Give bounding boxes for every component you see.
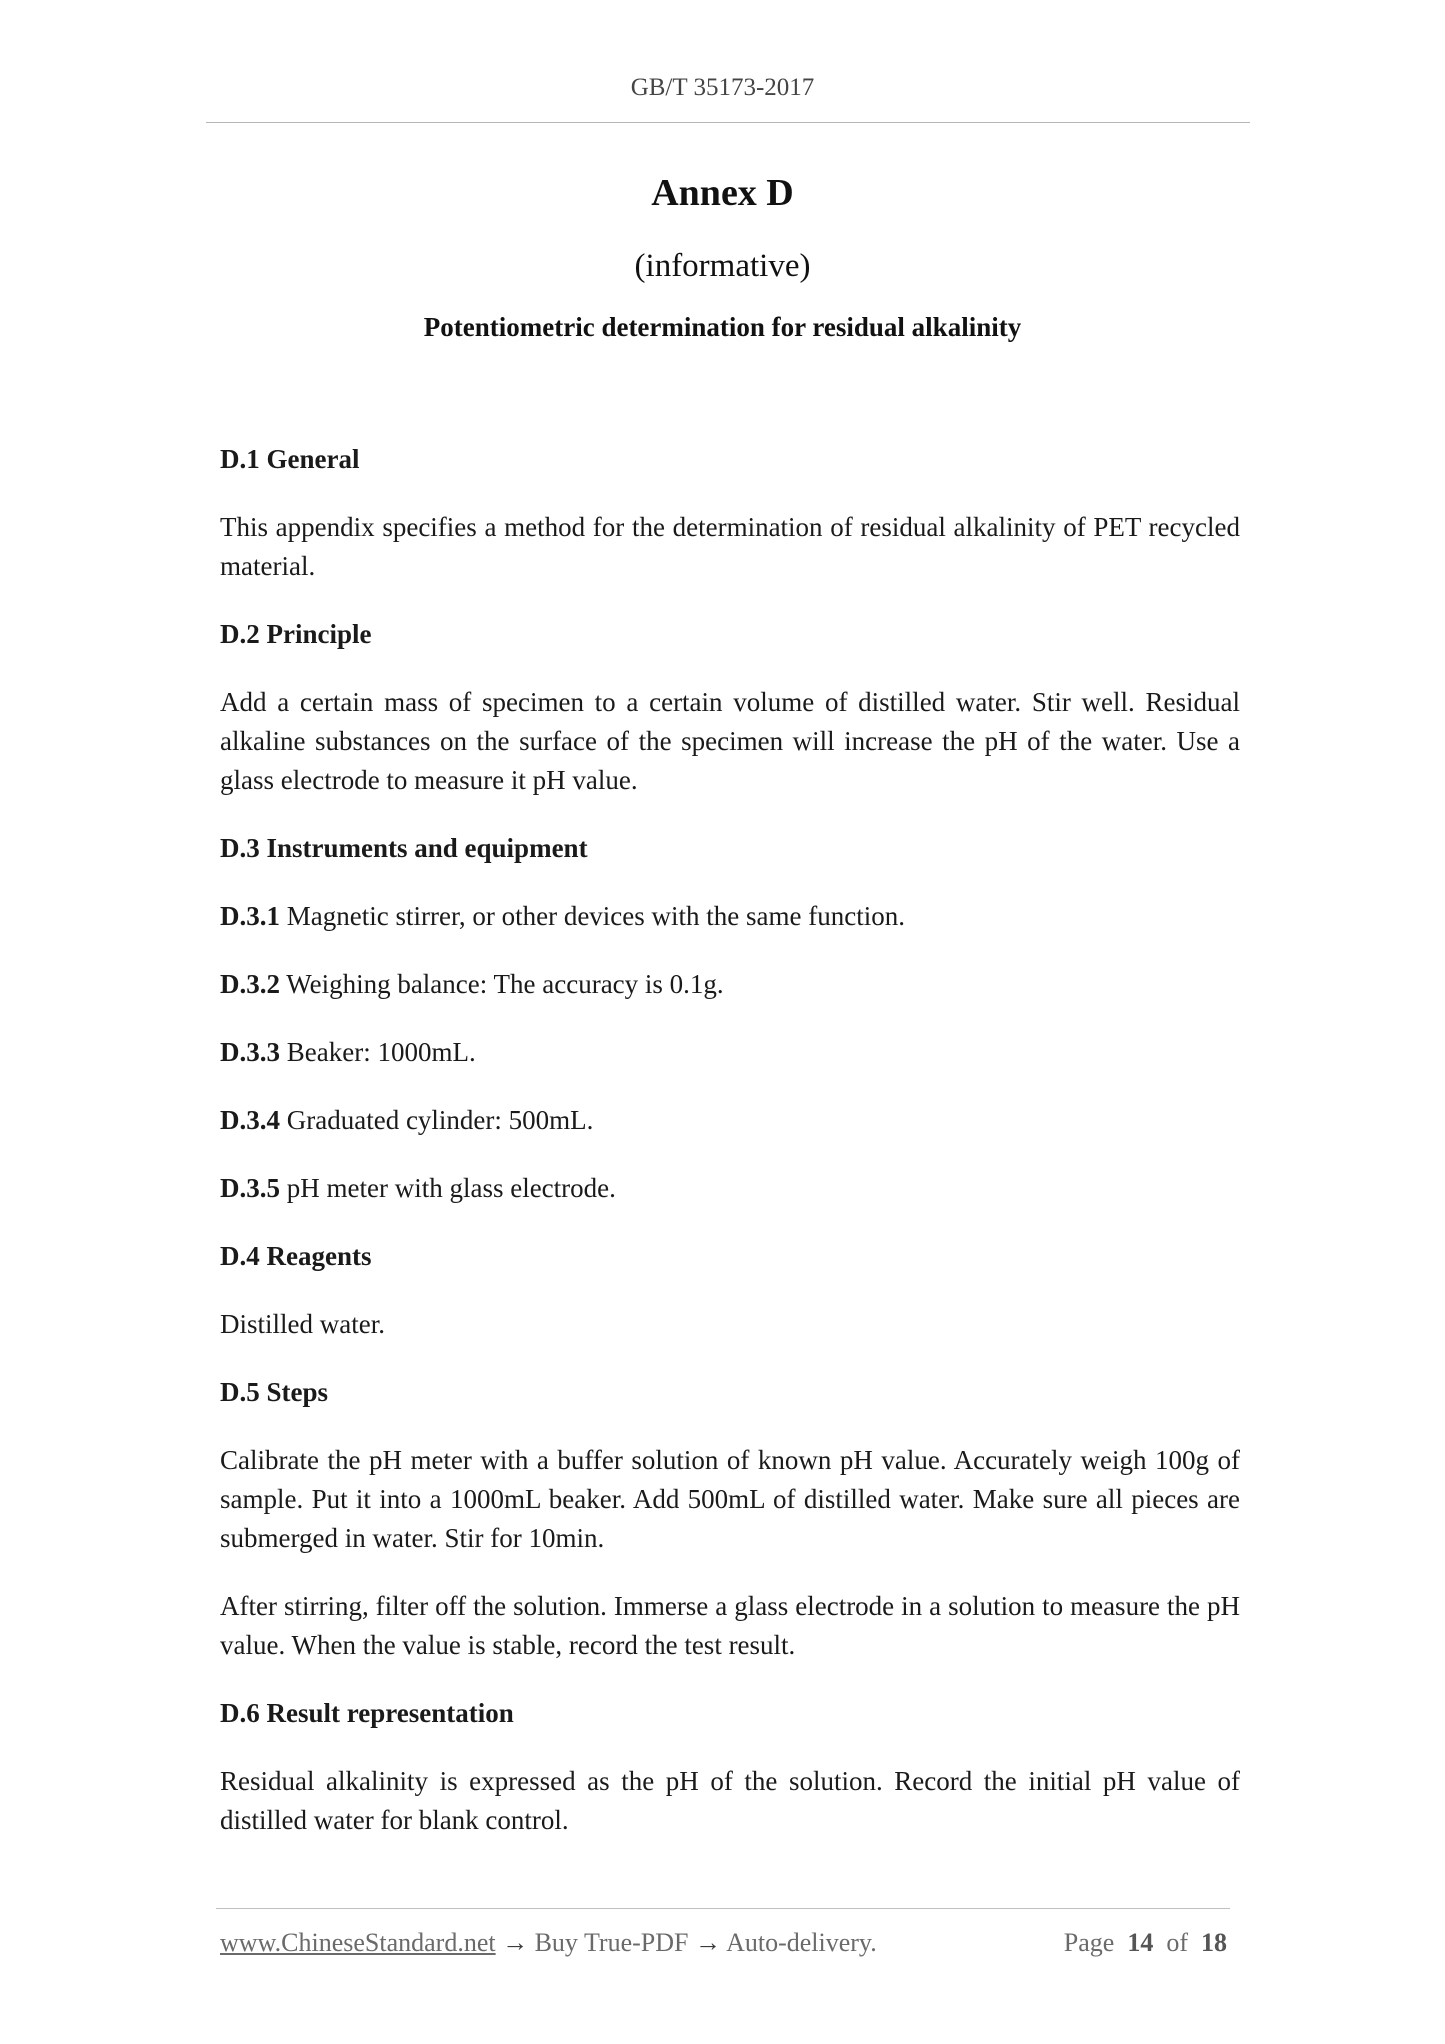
item-text: pH meter with glass electrode. [280,1173,616,1203]
item-number: D.3.5 [220,1173,280,1203]
section-text-d1: This appendix specifies a method for the determination of residual alkalinity of PET recycled material. [220,512,1240,581]
annex-title: Annex D [651,172,794,214]
item-text: Magnetic stirrer, or other devices with the same function. [280,901,905,931]
item-number: D.3.1 [220,901,280,931]
list-item [220,1101,1240,1140]
list-item [220,897,1240,936]
section-text-d2: Add a certain mass of specimen to a certain volume of distilled water. Stir well. Residual alkaline substances on the surface of the specimen will increase the pH of the water. Use a glass electrode to measure it pH value. [220,687,1240,795]
annex-subtitle: (informative) [634,248,811,284]
item-text: Beaker: 1000mL. [280,1037,476,1067]
item-number: D.3.4 [220,1105,280,1135]
list-item [220,965,1240,1004]
buy-text: Buy True-PDF [528,1928,695,1957]
item-text: Graduated cylinder: 500mL. [280,1105,594,1135]
page-total: 18 [1201,1928,1227,1957]
footer-divider [216,1908,1230,1909]
document-body [220,440,1240,1869]
header-divider [206,122,1250,123]
list-item [220,1169,1240,1208]
arrow-right-icon: → [502,1928,529,1957]
section-text-d4: Distilled water. [220,1309,385,1339]
annex-heading: Potentiometric determination for residual alkalinity [423,312,1022,342]
section-text-d5-p2: After stirring, filter off the solution. Immerse a glass electrode in a solution to measure the pH value. When the value is stable, record the test result. [220,1591,1240,1660]
page-number: 14 [1127,1928,1154,1957]
page-label: Page [1063,1928,1115,1957]
item-number: D.3.3 [220,1037,280,1067]
section-heading-d1: D.1 General [220,444,360,474]
delivery-text: Auto-delivery. [721,1928,877,1957]
of-label: of [1166,1928,1188,1957]
item-number: D.3.2 [220,969,280,999]
section-text-d6: Residual alkalinity is expressed as the pH of the solution. Record the initial pH value of distilled water for blank control. [220,1766,1240,1835]
arrow-right-icon: → [695,1928,721,1957]
page-indicator [1064,1928,1227,1958]
section-heading-d6: D.6 Result representation [220,1698,514,1728]
document-code: GB/T 35173-2017 [630,74,815,101]
list-item [220,1033,1240,1072]
section-heading-d4: D.4 Reagents [220,1241,372,1271]
section-heading-d2: D.2 Principle [220,619,372,649]
section-text-d5-p1: Calibrate the pH meter with a buffer solution of known pH value. Accurately weigh 100g of sample. Put it into a 1000mL beaker. Add 500mL of distilled water. Make sure all pieces are submerged in water. Stir for 10min. [220,1445,1240,1553]
footer-promo [220,1928,877,1958]
website-link[interactable]: www.ChineseStandard.net [220,1928,496,1957]
item-text: Weighing balance: The accuracy is 0.1g. [280,969,724,999]
section-heading-d3: D.3 Instruments and equipment [220,833,588,863]
section-heading-d5: D.5 Steps [220,1377,329,1407]
